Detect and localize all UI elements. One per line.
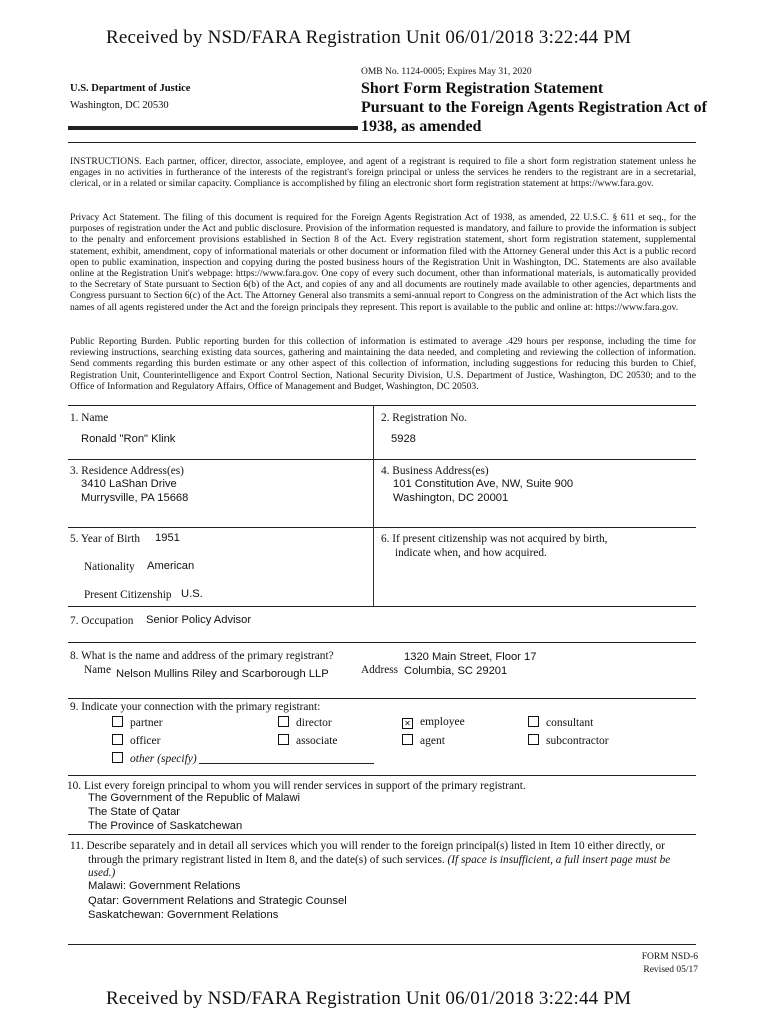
row3-rule <box>68 606 696 607</box>
received-stamp-top: Received by NSD/FARA Registration Unit 06/01/2018 3:22:44 PM <box>106 27 632 48</box>
option-partner[interactable]: partner <box>112 716 163 729</box>
service-item: Qatar: Government Relations and Strategic Counsel <box>88 895 347 907</box>
row4-rule <box>68 642 696 643</box>
year-of-birth-label: 5. Year of Birth <box>70 533 140 545</box>
registrant-address-line2: Columbia, SC 29201 <box>404 665 508 677</box>
consultant-checkbox[interactable] <box>528 716 539 727</box>
name-value: Ronald "Ron" Klink <box>81 433 176 445</box>
associate-checkbox[interactable] <box>278 734 289 745</box>
other-checkbox[interactable] <box>112 752 123 763</box>
business-address-line1: 101 Constitution Ave, NW, Suite 900 <box>393 478 574 490</box>
services-question-line2: through the primary registrant listed in Item 8, and the date(s) of such services. (If space is insufficient, a full insert page must be <box>88 854 671 866</box>
primary-registrant-question: 8. What is the name and address of the primary registrant? <box>70 650 334 662</box>
foreign-principals-question: 10. List every foreign principal to whom you will render services in support of the primary registrant. <box>67 780 526 792</box>
form-title-line2: Pursuant to the Foreign Agents Registration Act of <box>361 99 707 116</box>
row5-rule <box>68 698 696 699</box>
instructions-paragraph: INSTRUCTIONS. Each partner, officer, director, associate, employee, and agent of a registrant is required to file a short form registration statement unless he engages in no activities in furtherance of the interests of the registrant's foreign principal or unless the services he renders to the registrant are in a secretarial, clerical, or in a related or similar capacity. Compliance is accomplished by filing an electronic short form registration statement at https://www.fara.gov. <box>70 156 696 190</box>
registration-number-label: 2. Registration No. <box>381 412 467 424</box>
registrant-name-label: Name <box>84 664 111 676</box>
row7-rule <box>68 834 696 835</box>
option-associate[interactable]: associate <box>278 734 338 747</box>
registration-number-value: 5928 <box>391 433 416 445</box>
option-consultant[interactable]: consultant <box>528 716 593 729</box>
employee-checkbox-checked[interactable]: ✕ <box>402 718 413 729</box>
director-checkbox[interactable] <box>278 716 289 727</box>
foreign-principal-item: The State of Qatar <box>88 806 181 818</box>
other-specify-line <box>199 763 374 764</box>
year-of-birth-value: 1951 <box>155 532 180 544</box>
foreign-principal-item: The Government of the Republic of Malawi <box>88 792 301 804</box>
form-top-rule <box>68 405 696 406</box>
occupation-label: 7. Occupation <box>70 615 134 627</box>
registrant-name-value: Nelson Mullins Riley and Scarborough LLP <box>116 668 329 680</box>
row6-rule <box>68 775 696 776</box>
row2-rule <box>68 527 696 528</box>
service-item: Saskatchewan: Government Relations <box>88 909 279 921</box>
header-thick-rule <box>68 126 358 130</box>
form-title-line3: 1938, as amended <box>361 118 482 135</box>
nationality-label: Nationality <box>84 561 135 573</box>
form-title-line1: Short Form Registration Statement <box>361 80 604 97</box>
services-question-line3: used.) <box>88 867 116 879</box>
name-label: 1. Name <box>70 412 109 424</box>
occupation-value: Senior Policy Advisor <box>146 614 252 626</box>
foreign-principal-item: The Province of Saskatchewan <box>88 820 243 832</box>
agent-checkbox[interactable] <box>402 734 413 745</box>
service-item: Malawi: Government Relations <box>88 880 241 892</box>
residence-address-line2: Murrysville, PA 15668 <box>81 492 189 504</box>
citizenship-value: U.S. <box>181 588 203 600</box>
residence-address-line1: 3410 LaShan Drive <box>81 478 177 490</box>
form-bottom-rule <box>68 944 696 945</box>
services-question-line1: 11. Describe separately and in detail all services which you will render to the foreign principal(s) listed in Item 10 either directly, or <box>70 840 665 852</box>
department-city: Washington, DC 20530 <box>70 100 169 111</box>
department-name: U.S. Department of Justice <box>70 83 191 94</box>
omb-number: OMB No. 1124-0005; Expires May 31, 2020 <box>361 67 532 77</box>
privacy-act-statement: Privacy Act Statement. The filing of this document is required for the Foreign Agents Registration Act of 1938, as amended, 22 U.S.C. § 611 et seq., for the purposes of registration under the Act and public disclosure. Provision of the information requested is mandatory, and failure to provide the information is subject to the penalty and enforcement provisions established in Section 8 of the Act. Every registration statement, short form registration statement, supplemental statement, exhibit, amendment, copy of informational materials or other document or information filed with the Attorney General under this Act is a public record open to public examination, inspection and copying during the posted business hours of the Registration Unit in Washington, DC. Statements are also available online at the Registration Unit's webpage: https://www.fara.gov. One copy of every such document, other than informational materials, is automatically provided to the Secretary of State pursuant to Section 6(b) of the Act, and copies of any and all documents are routinely made available to other agencies, departments and Congress pursuant to Section 6(c) of the Act. The Attorney General also transmits a semi-annual report to Congress on the administration of the Act which lists the names of all agents registered under the Act and the foreign principals they represent. This report is available to the public and online at: https://www.fara.gov. <box>70 212 696 313</box>
subcontractor-checkbox[interactable] <box>528 734 539 745</box>
public-reporting-burden: Public Reporting Burden. Public reporting burden for this collection of information is estimated to average .429 hours per response, including the time for reviewing instructions, searching existing data sources, gathering and maintaining the data needed, and completing and reviewing the collection of information. Send comments regarding this burden estimate or any other aspect of this collection of information, including suggestions for reducing this burden to Chief, Registration Unit, Counterintelligence and Export Control Section, National Security Division, U.S. Department of Justice, Washington, DC 20530; and to the Office of Information and Regulatory Affairs, Office of Management and Budget, Washington, DC 20503. <box>70 336 696 392</box>
option-employee[interactable]: ✕ employee <box>402 716 465 729</box>
column-divider <box>373 405 374 606</box>
partner-checkbox[interactable] <box>112 716 123 727</box>
connection-question: 9. Indicate your connection with the primary registrant: <box>70 701 321 713</box>
option-officer[interactable]: officer <box>112 734 160 747</box>
nationality-value: American <box>147 560 195 572</box>
row1-rule <box>68 459 696 460</box>
header-rule <box>68 142 696 143</box>
registrant-address-label: Address <box>361 664 399 676</box>
option-subcontractor[interactable]: subcontractor <box>528 734 609 747</box>
citizenship-label: Present Citizenship <box>84 589 172 601</box>
residence-address-label: 3. Residence Address(es) <box>70 465 184 477</box>
received-stamp-bottom: Received by NSD/FARA Registration Unit 06/01/2018 3:22:44 PM <box>106 988 632 1009</box>
officer-checkbox[interactable] <box>112 734 123 745</box>
citizenship-acquired-question-line2: indicate when, and how acquired. <box>395 547 547 559</box>
registrant-address-line1: 1320 Main Street, Floor 17 <box>404 651 537 663</box>
business-address-label: 4. Business Address(es) <box>381 465 489 477</box>
citizenship-acquired-question-line1: 6. If present citizenship was not acquired by birth, <box>381 533 608 545</box>
form-revision: Revised 05/17 <box>643 965 698 975</box>
option-other[interactable]: other (specify) <box>112 752 197 765</box>
business-address-line2: Washington, DC 20001 <box>393 492 509 504</box>
option-director[interactable]: director <box>278 716 332 729</box>
option-agent[interactable]: agent <box>402 734 445 747</box>
form-number: FORM NSD-6 <box>641 952 698 962</box>
